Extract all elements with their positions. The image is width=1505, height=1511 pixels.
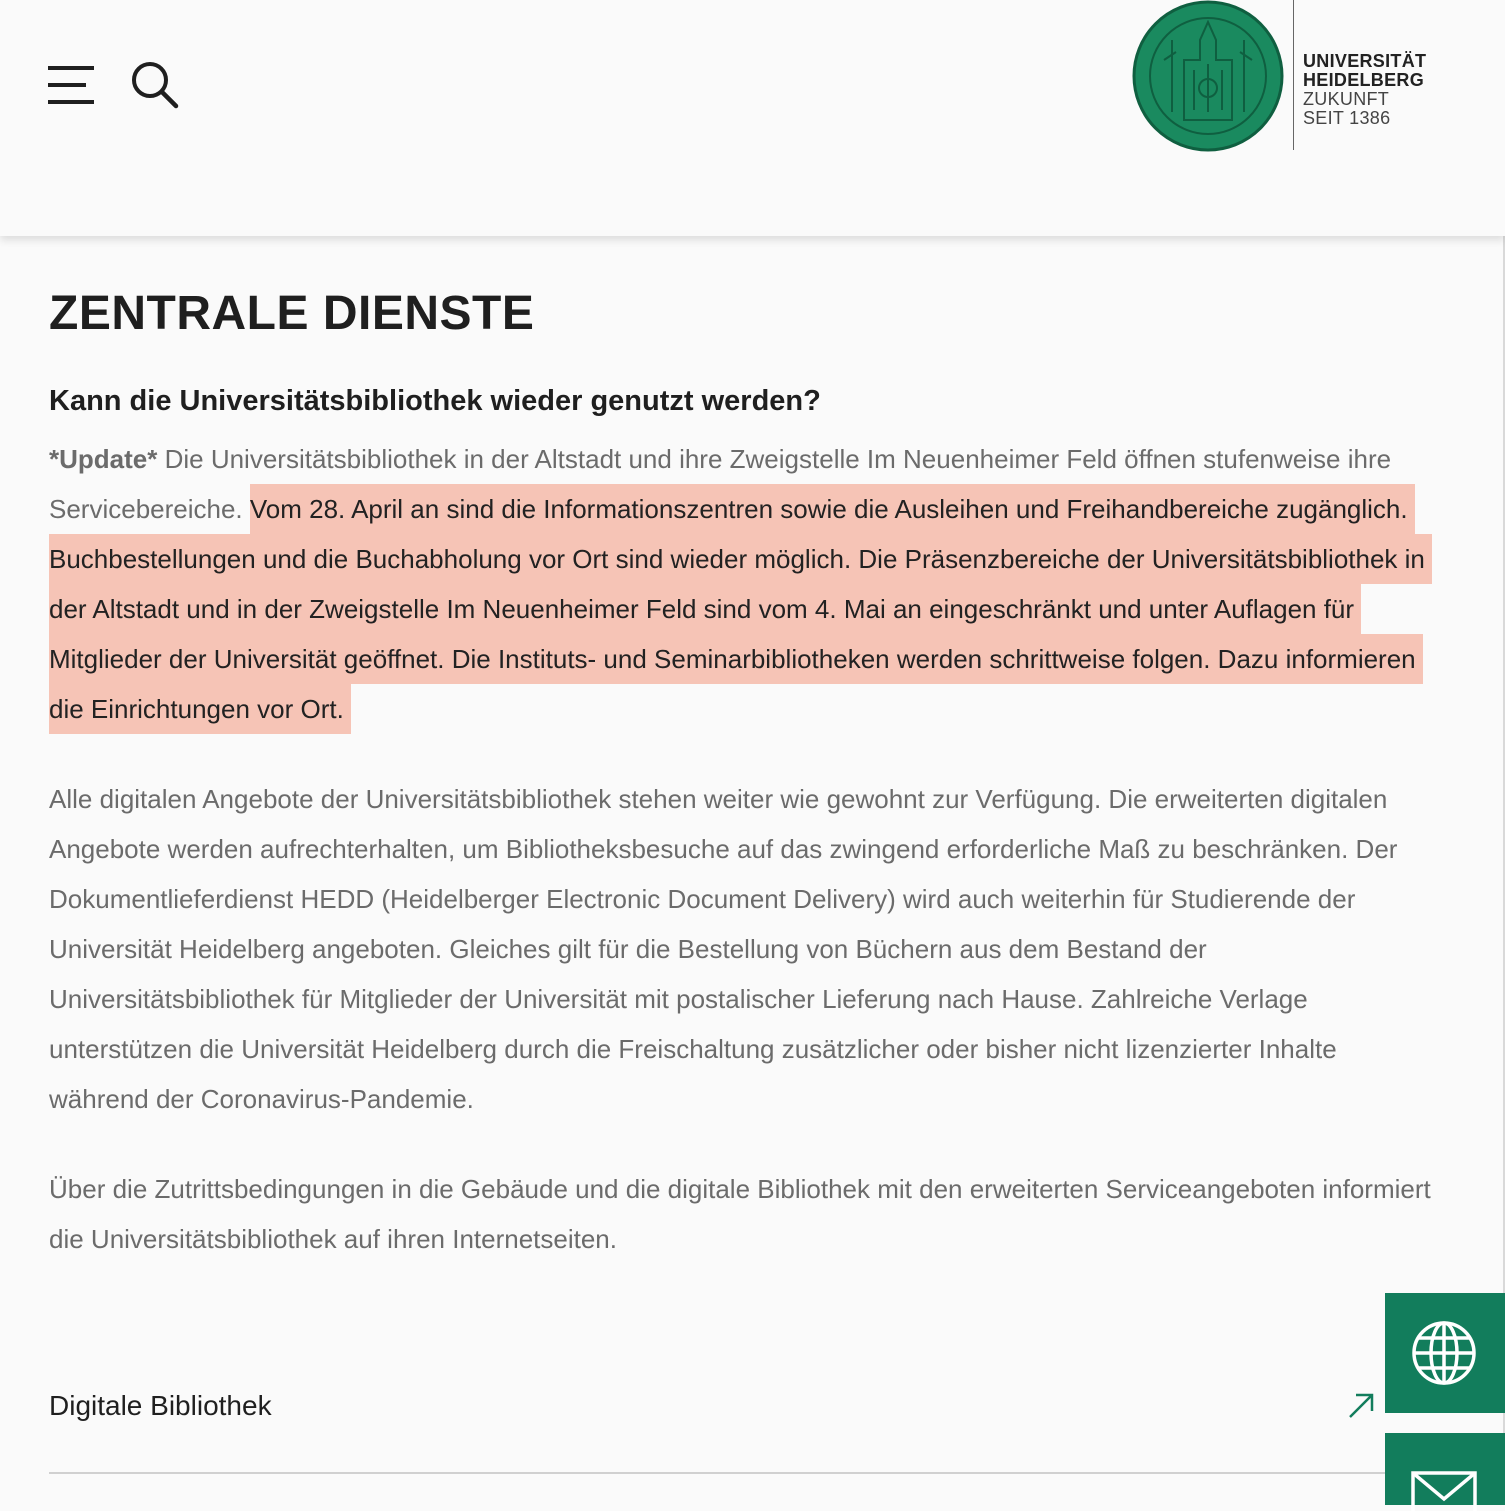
language-button[interactable] — [1385, 1293, 1505, 1413]
page-title: ZENTRALE DIENSTE — [49, 287, 535, 340]
update-paragraph — [49, 434, 1434, 734]
section-question: Kann die Universitätsbibliothek wieder genutzt werden? — [49, 385, 821, 417]
logo-line-3: ZUKUNFT — [1303, 89, 1390, 109]
highlighted-text: Vom 28. April an sind die Informationszentren sowie die Ausleihen und Freihandbereiche zugänglich. Buchbestellungen und die Buchabholung vor Ort sind wieder möglich. Die Präsenzbereiche der Universitätsbibliothek in der Altstadt und in der Zweigstelle Im Neuenheimer Feld sind vom 4. Mai an eingeschränkt und unter Auflagen für Mitglieder der Universität geöffnet. Die Instituts- und Seminarbibliotheken werden schrittweise folgen. Dazu informieren die Einrichtungen vor Ort. — [49, 484, 1432, 734]
hamburger-menu-icon[interactable] — [48, 66, 96, 106]
university-logo-text[interactable] — [1303, 52, 1426, 128]
site-header — [0, 0, 1505, 236]
logo-line-2: HEIDELBERG — [1303, 70, 1425, 90]
external-arrow-icon — [1347, 1392, 1375, 1420]
digital-library-label: Digitale Bibliothek — [49, 1390, 272, 1421]
globe-icon — [1411, 1320, 1477, 1386]
digital-offers-paragraph: Alle digitalen Angebote der Universitätsbibliothek stehen weiter wie gewohnt zur Verfügung. Die erweiterten digitalen Angebote werden aufrechterhalten, um Bibliotheksbesuche auf das zwingend erforderliche Maß zu beschränken. Der Dokumentlieferdienst HEDD (Heidelberger Electronic Document Delivery) wird auch weiterhin für Studierende der Universität Heidelberg angeboten. Gleiches gilt für die Bestellung von Büchern aus dem Bestand der Universitätsbibliothek für Mitglieder der Universität mit postalischer Lieferung nach Hause. Zahlreiche Verlage unterstützen die Universität Heidelberg durch die Freischaltung zusätzlicher oder bisher nicht lizenzierter Inhalte während der Coronavirus-Pandemie. — [49, 784, 1398, 1114]
logo-line-4: SEIT 1386 — [1303, 108, 1391, 128]
update-intro: Die Universitätsbibliothek in der Altstadt und ihre Zweigstelle Im Neuenheimer Feld öffnen stufenweise ihre Servicebereiche. — [49, 444, 1392, 524]
contact-mail-button[interactable] — [1385, 1433, 1505, 1505]
update-label: *Update* — [49, 444, 158, 474]
logo-divider — [1293, 0, 1294, 150]
university-seal-icon[interactable] — [1132, 0, 1284, 152]
mail-icon — [1411, 1471, 1477, 1511]
digital-library-link[interactable] — [49, 1380, 1385, 1474]
search-icon[interactable] — [130, 60, 180, 110]
logo-line-1: UNIVERSITÄT — [1303, 51, 1427, 71]
access-info-paragraph: Über die Zutrittsbedingungen in die Gebäude und die digitale Bibliothek mit den erweiterten Serviceangeboten informiert die Universitätsbibliothek auf ihren Internetseiten. — [49, 1174, 1431, 1254]
